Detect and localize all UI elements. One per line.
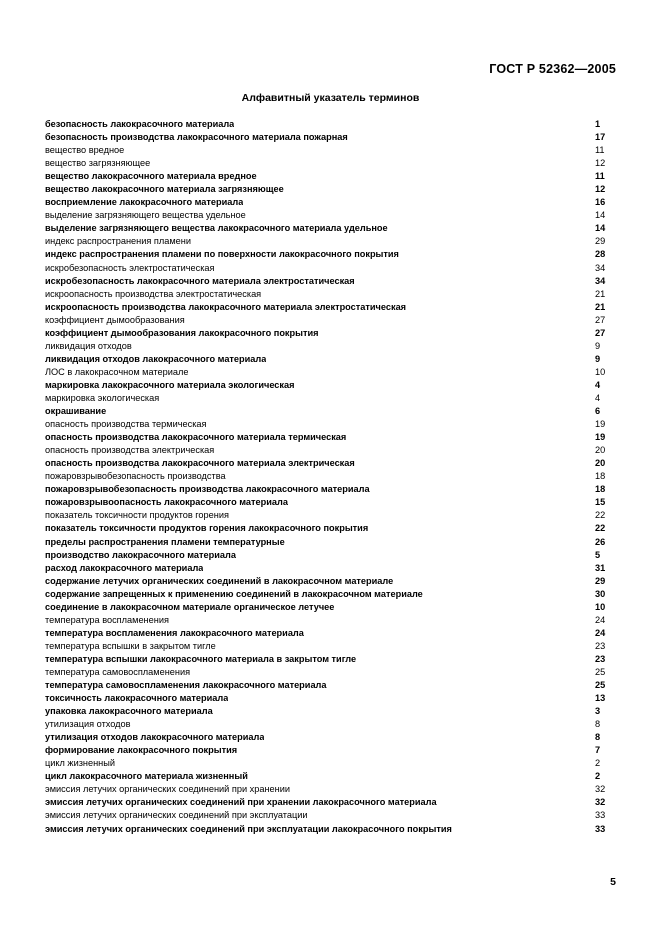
index-entry — [45, 809, 617, 822]
index-entry-term: ЛОС в лакокрасочном материале — [45, 366, 189, 377]
index-entry-page-number: 8 — [595, 719, 601, 730]
index-entry-page-number: 24 — [595, 614, 606, 625]
index-entry — [45, 248, 617, 261]
index-entry-term: коэффициент дымообразования лакокрасочного покрытия — [45, 327, 319, 338]
index-entry-term: пожаровзрывобезопасность производства — [45, 471, 226, 482]
index-entry-page-number: 19 — [595, 419, 606, 430]
index-entry — [45, 796, 617, 809]
index-entry-term: вещество лакокрасочного материала загрязняющее — [45, 184, 284, 195]
index-entry-term: эмиссия летучих органических соединений при хранении лакокрасочного материала — [45, 797, 437, 808]
document-standard-number: ГОСТ Р 52362—2005 — [489, 62, 616, 76]
index-entry-page-number: 23 — [595, 653, 606, 664]
index-entry — [45, 601, 617, 614]
index-entry — [45, 457, 617, 470]
index-entry-page-number: 3 — [595, 706, 601, 717]
index-entry-page-number: 11 — [595, 171, 605, 182]
index-entry — [45, 744, 617, 757]
index-entry-page-number: 12 — [595, 184, 606, 195]
index-entry-page-number: 33 — [595, 810, 606, 821]
index-entry-term: утилизация отходов лакокрасочного материала — [45, 732, 265, 743]
index-entry-term: маркировка лакокрасочного материала экологическая — [45, 379, 295, 390]
index-entry — [45, 509, 617, 522]
index-entry-term: пожаровзрывоопасность лакокрасочного материала — [45, 497, 288, 508]
index-entry — [45, 522, 617, 535]
index-entry-term: расход лакокрасочного материала — [45, 562, 204, 573]
index-entry-term: производство лакокрасочного материала — [45, 549, 236, 560]
index-entry-term: искроопасность производства электростатическая — [45, 288, 262, 299]
index-entry-term: показатель токсичности продуктов горения лакокрасочного покрытия — [45, 523, 369, 534]
index-entry-term: содержание летучих органических соединений в лакокрасочном материале — [45, 575, 394, 586]
index-entry-page-number: 12 — [595, 158, 606, 169]
index-entry-term: токсичность лакокрасочного материала — [45, 693, 229, 704]
index-entry-page-number: 2 — [595, 771, 601, 782]
alphabetical-index-list — [45, 118, 617, 836]
index-entry-page-number: 25 — [595, 666, 606, 677]
index-entry — [45, 157, 617, 170]
index-entry-term: температура самовоспламенения — [45, 666, 191, 677]
index-entry — [45, 653, 617, 666]
index-entry — [45, 731, 617, 744]
index-entry-term: эмиссия летучих органических соединений при эксплуатации лакокрасочного покрытия — [45, 823, 452, 834]
index-entry-page-number: 10 — [595, 601, 606, 612]
index-entry-term: вещество загрязняющее — [45, 158, 151, 169]
index-entry-term: индекс распространения пламени — [45, 236, 191, 247]
index-entry-term: цикл жизненный — [45, 758, 115, 769]
index-entry-page-number: 1 — [595, 119, 601, 129]
index-entry-page-number: 19 — [595, 432, 606, 443]
index-entry-term: опасность производства лакокрасочного материала термическая — [45, 432, 347, 443]
index-entry — [45, 353, 617, 366]
index-entry-term: выделение загрязняющего вещества лакокрасочного материала удельное — [45, 223, 388, 234]
index-entry-term: формирование лакокрасочного покрытия — [45, 745, 238, 756]
index-entry-page-number: 28 — [595, 249, 606, 260]
index-entry-page-number: 31 — [595, 562, 606, 573]
index-entry-page-number: 27 — [595, 314, 606, 325]
index-entry-page-number: 26 — [595, 536, 606, 547]
index-entry-term: индекс распространения пламени по поверхности лакокрасочного покрытия — [45, 249, 399, 260]
index-entry — [45, 718, 617, 731]
index-entry-page-number: 17 — [595, 132, 606, 143]
index-entry-page-number: 24 — [595, 627, 606, 638]
index-entry-term: искробезопасность электростатическая — [45, 262, 215, 273]
index-entry-page-number: 18 — [595, 484, 606, 495]
index-entry — [45, 705, 617, 718]
index-entry — [45, 288, 617, 301]
index-entry — [45, 823, 617, 836]
index-entry-term: окрашивание — [45, 406, 107, 417]
index-entry-page-number: 30 — [595, 588, 606, 599]
index-entry-page-number: 32 — [595, 797, 606, 808]
index-entry-page-number: 16 — [595, 197, 606, 208]
index-entry-page-number: 20 — [595, 458, 606, 469]
index-entry-page-number: 11 — [595, 145, 605, 156]
index-entry — [45, 483, 617, 496]
index-entry-page-number: 21 — [595, 288, 606, 299]
index-entry-page-number: 4 — [595, 379, 601, 390]
index-entry-page-number: 6 — [595, 406, 601, 417]
index-entry-term: содержание запрещенных к применению соединений в лакокрасочном материале — [45, 588, 423, 599]
index-entry-term: вещество лакокрасочного материала вредное — [45, 171, 257, 182]
index-entry-page-number: 13 — [595, 693, 606, 704]
index-entry — [45, 783, 617, 796]
index-entry-term: опасность производства термическая — [45, 419, 207, 430]
index-entry-page-number: 21 — [595, 301, 606, 312]
index-entry — [45, 379, 617, 392]
index-entry — [45, 757, 617, 770]
index-entry-page-number: 32 — [595, 784, 606, 795]
index-entry-page-number: 33 — [595, 823, 606, 834]
index-entry-term: температура воспламенения — [45, 614, 169, 625]
index-entry — [45, 327, 617, 340]
index-entry-term: ликвидация отходов — [45, 340, 132, 351]
index-entry-page-number: 9 — [595, 340, 601, 351]
index-entry-page-number: 34 — [595, 275, 606, 286]
index-entry — [45, 392, 617, 405]
index-entry-page-number: 14 — [595, 223, 606, 234]
index-entry-page-number: 10 — [595, 366, 606, 377]
index-entry-page-number: 34 — [595, 262, 606, 273]
index-entry-term: пределы распространения пламени температурные — [45, 536, 285, 547]
index-entry — [45, 183, 617, 196]
index-entry — [45, 640, 617, 653]
index-entry-page-number: 22 — [595, 510, 606, 521]
index-entry-term: опасность производства электрическая — [45, 445, 215, 456]
index-entry-term: коэффициент дымообразования — [45, 314, 185, 325]
index-entry — [45, 562, 617, 575]
index-entry-term: температура воспламенения лакокрасочного материала — [45, 627, 304, 638]
index-entry-page-number: 23 — [595, 640, 606, 651]
index-entry — [45, 314, 617, 327]
index-entry — [45, 536, 617, 549]
index-entry — [45, 549, 617, 562]
index-entry-term: температура самовоспламенения лакокрасочного материала — [45, 680, 327, 691]
index-entry-page-number: 5 — [595, 549, 601, 560]
index-entry-page-number: 20 — [595, 445, 606, 456]
index-entry-term: опасность производства лакокрасочного материала электрическая — [45, 458, 355, 469]
index-entry — [45, 666, 617, 679]
page-title: Алфавитный указатель терминов — [241, 92, 420, 104]
index-entry-term: температура вспышки в закрытом тигле — [45, 640, 216, 651]
index-entry-page-number: 8 — [595, 732, 601, 743]
index-entry-page-number: 27 — [595, 327, 606, 338]
index-entry — [45, 770, 617, 783]
index-entry-term: безопасность производства лакокрасочного материала пожарная — [45, 132, 348, 143]
index-entry-term: пожаровзрывобезопасность производства лакокрасочного материала — [45, 484, 370, 495]
index-entry-term: температура вспышки лакокрасочного материала в закрытом тигле — [45, 653, 357, 664]
index-entry — [45, 144, 617, 157]
index-entry — [45, 235, 617, 248]
index-entry-page-number: 9 — [595, 353, 601, 364]
index-entry — [45, 366, 617, 379]
index-entry-page-number: 4 — [595, 392, 601, 403]
index-entry — [45, 575, 617, 588]
index-entry — [45, 444, 617, 457]
index-entry-term: показатель токсичности продуктов горения — [45, 510, 229, 521]
index-entry-term: искробезопасность лакокрасочного материала электростатическая — [45, 275, 355, 286]
index-entry-term: утилизация отходов — [45, 719, 131, 730]
index-entry-term: соединение в лакокрасочном материале органическое летучее — [45, 601, 335, 612]
index-entry-term: выделение загрязняющего вещества удельное — [45, 210, 246, 221]
index-entry-term: искроопасность производства лакокрасочного материала электростатическая — [45, 301, 407, 312]
index-entry-page-number: 2 — [595, 758, 601, 769]
index-entry — [45, 418, 617, 431]
index-entry-term: эмиссия летучих органических соединений при эксплуатации — [45, 810, 308, 821]
index-entry-term: эмиссия летучих органических соединений при хранении — [45, 784, 290, 795]
index-entry — [45, 470, 617, 483]
index-entry-page-number: 15 — [595, 497, 606, 508]
index-entry-term: вещество вредное — [45, 145, 125, 156]
index-entry-term: цикл лакокрасочного материала жизненный — [45, 771, 248, 782]
index-entry-page-number: 29 — [595, 575, 606, 586]
index-entry-page-number: 7 — [595, 745, 601, 756]
index-entry-term: ликвидация отходов лакокрасочного материала — [45, 353, 267, 364]
index-entry — [45, 431, 617, 444]
index-entry — [45, 301, 617, 314]
index-entry — [45, 614, 617, 627]
index-entry — [45, 405, 617, 418]
index-entry — [45, 496, 617, 509]
index-entry — [45, 679, 617, 692]
index-entry — [45, 340, 617, 353]
index-entry — [45, 196, 617, 209]
index-entry-term: упаковка лакокрасочного материала — [45, 706, 213, 717]
index-entry-page-number: 18 — [595, 471, 606, 482]
index-entry — [45, 262, 617, 275]
index-entry — [45, 692, 617, 705]
index-entry-term: маркировка экологическая — [45, 392, 160, 403]
index-entry — [45, 118, 617, 131]
index-entry — [45, 170, 617, 183]
footer-page-number: 5 — [610, 876, 616, 888]
index-entry-page-number: 25 — [595, 680, 606, 691]
index-entry-page-number: 29 — [595, 236, 606, 247]
index-entry-page-number: 14 — [595, 210, 606, 221]
index-entry-term: восприемление лакокрасочного материала — [45, 197, 244, 208]
index-entry — [45, 627, 617, 640]
index-entry — [45, 209, 617, 222]
index-entry — [45, 131, 617, 144]
index-entry — [45, 275, 617, 288]
index-entry — [45, 222, 617, 235]
index-entry-page-number: 22 — [595, 523, 606, 534]
index-entry — [45, 588, 617, 601]
index-entry-term: безопасность лакокрасочного материала — [45, 119, 235, 129]
